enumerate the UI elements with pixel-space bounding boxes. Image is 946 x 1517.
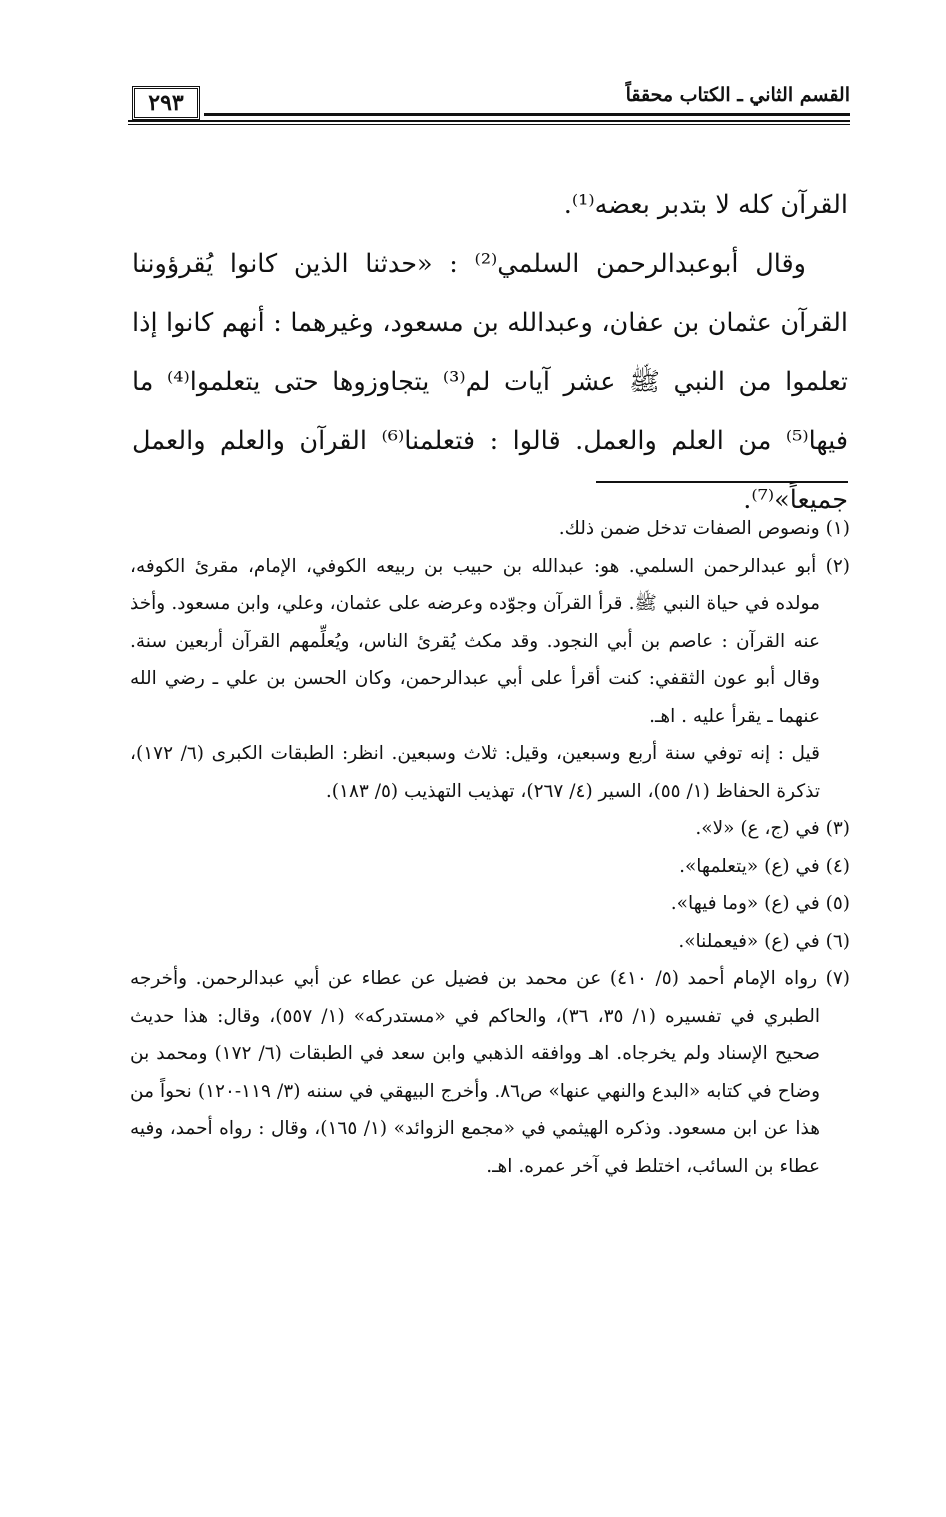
running-title: القسم الثاني ـ الكتاب محققاً [625,84,850,106]
main-paragraph: القرآن كله لا بتدبر بعضه⁽¹⁾. [563,190,848,220]
footnote-2: (٢) أبو عبدالرحمن السلمي. هو: عبدالله بن حبيب بن ربيعه الكوفي، الإمام، مقرئ الكوفه، مولده في حياة النبي ﷺ. قرأ القرآن وجوّده وعرضه على عثمان، وعلي، وابن مسعود. وأخذ عنه القرآن : عاصم بن أبي النجود. وقد مكث يُقرئ الناس، ويُعلِّمهم القرآن أربعين سنة. وقال أبو عون الثقفي: كنت أقرأ على أبي عبدالرحمن، وكان الحسن بن علي ـ رضي الله عنهما ـ يقرأ عليه . اهـ. [130,555,850,727]
footnote-3: (٣) في (ج، ع) «لا». [695,818,850,839]
footnote-5: (٥) في (ع) «وما فيها». [670,893,850,914]
footnote-separator [596,481,848,483]
header-rule [204,113,850,116]
page-number: ٢٩٣ [148,90,184,116]
footnote-4: (٤) في (ع) «يتعلمها». [679,855,850,877]
footnote-1: (١) ونصوص الصفات تدخل ضمن ذلك. [558,518,850,539]
footnotes [130,510,850,1185]
header-rule [128,120,850,122]
footnote-6: (٦) في (ع) «فيعملنا». [678,930,850,952]
footnote-2-continuation: قيل : إنه توفي سنة أربع وسبعين، وقيل: ثلاث وسبعين. انظر: الطبقات الكبرى (٦/ ١٧٢)، تذكرة الحفاظ (١/ ٥٥)، السير (٤/ ٢٦٧)، تهذيب التهذيب (٥/ ١٨٣). [130,743,820,802]
footnote-7: (٧) رواه الإمام أحمد (٥/ ٤١٠) عن محمد بن فضيل عن عطاء عن أبي عبدالرحمن. وأخرجه الطبري في تفسيره (١/ ٣٥، ٣٦)، والحاكم في «مستدركه» (١/ ٥٥٧)، وقال: هذا حديث صحيح الإسناد ولم يخرجاه. اهـ ووافقه الذهبي وابن سعد في الطبقات (٦/ ١٧٢) ومحمد بن وضاح في كتابه «البدع والنهي عنها» ص٨٦. وأخرج البيهقي في سننه (٣/ ١١٩-١٢٠) نحواً من هذا عن ابن مسعود. وذكره الهيثمي في «مجمع الزوائد» (١/ ١٦٥)، وقال : رواه أحمد، وفيه عطاء بن السائب، اختلط في آخر عمره. اهـ. [130,968,850,1177]
header-rule [128,124,850,125]
main-paragraph: وقال أبوعبدالرحمن السلمي⁽²⁾ : «حدثنا الذين كانوا يُقرؤوننا القرآن عثمان بن عفان، وعبدالله بن مسعود، وغيرهما : أنهم كانوا إذا تعلموا من النبي ﷺ عشر آيات لم⁽³⁾ يتجاوزوها حتى يتعلموا⁽⁴⁾ ما فيها⁽⁵⁾ من العلم والعمل. قالوا : فتعلمنا⁽⁶⁾ القرآن والعلم والعمل جميعاً»⁽⁷⁾. [132,249,849,515]
page-header [128,82,850,128]
main-text [132,176,848,530]
page-number-box [132,86,200,120]
